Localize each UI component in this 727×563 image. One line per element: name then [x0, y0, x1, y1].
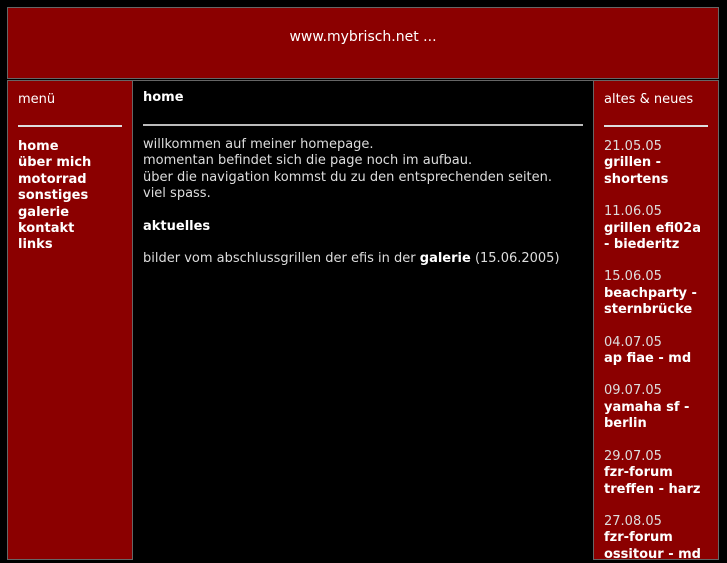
- news-item-link[interactable]: yamaha sf - berlin: [604, 399, 690, 432]
- menu-item-sonstiges[interactable]: sonstiges: [18, 188, 89, 204]
- news-date: (15.06.2005): [470, 251, 560, 267]
- intro-line: über die navigation kommst du zu den entsprechenden seiten.: [143, 169, 553, 185]
- news-item: [604, 204, 708, 253]
- site-title: www.mybrisch.net ...: [289, 29, 437, 45]
- news-sidebar-divider: [604, 125, 708, 127]
- news-sidebar-title: altes & neues: [604, 92, 694, 107]
- news-item-link[interactable]: ap fiae - md: [604, 351, 692, 367]
- page-title: home: [143, 90, 184, 105]
- news-item: [604, 514, 708, 563]
- news-item: [604, 449, 708, 498]
- news-item: [604, 335, 708, 368]
- menu-nav: [18, 139, 122, 254]
- site-header: [7, 7, 719, 79]
- news-item-link[interactable]: grillen efi02a - biederitz: [604, 220, 701, 253]
- news-item-date: 15.06.05: [604, 269, 662, 285]
- news-item-link[interactable]: grillen - shortens: [604, 155, 669, 187]
- news-sidebar: [593, 80, 719, 560]
- news-item: [604, 383, 708, 432]
- menu-item-kontakt[interactable]: kontakt: [18, 221, 75, 237]
- news-item-date: 11.06.05: [604, 204, 662, 220]
- menu-item-links[interactable]: links: [18, 237, 53, 253]
- news-item-date: 09.07.05: [604, 383, 662, 399]
- news-item: [604, 139, 708, 188]
- content-divider: [143, 124, 583, 126]
- menu-sidebar: [7, 80, 133, 560]
- intro-line: willkommen auf meiner homepage.: [143, 137, 374, 152]
- menu-item-motorrad[interactable]: motorrad: [18, 171, 87, 187]
- news-item-date: 27.08.05: [604, 513, 662, 529]
- intro-line: momentan befindet sich die page noch im aufbau.: [143, 153, 473, 169]
- news-item-date: 21.05.05: [604, 139, 662, 154]
- news-text: [143, 251, 583, 267]
- news-text-before: bilder vom abschlussgrillen der efis in der: [143, 251, 420, 267]
- menu-divider: [18, 125, 122, 127]
- news-heading: aktuelles: [143, 218, 211, 234]
- galerie-link[interactable]: galerie: [419, 251, 471, 267]
- menu-item-ueber-mich[interactable]: über mich: [18, 155, 92, 171]
- menu-title: menü: [18, 92, 56, 107]
- news-item: [604, 269, 708, 318]
- main-content: [133, 80, 593, 560]
- menu-item-home[interactable]: home: [18, 139, 59, 154]
- news-item-link[interactable]: beachparty - sternbrücke: [604, 285, 697, 318]
- news-item-date: 04.07.05: [604, 334, 662, 350]
- news-item-link[interactable]: fzr-forum treffen - harz: [604, 465, 701, 497]
- news-item-date: 29.07.05: [604, 448, 662, 464]
- news-item-link[interactable]: fzr-forum ossitour - md: [604, 530, 701, 562]
- intro-line: viel spass.: [143, 186, 211, 202]
- menu-item-galerie[interactable]: galerie: [18, 204, 70, 220]
